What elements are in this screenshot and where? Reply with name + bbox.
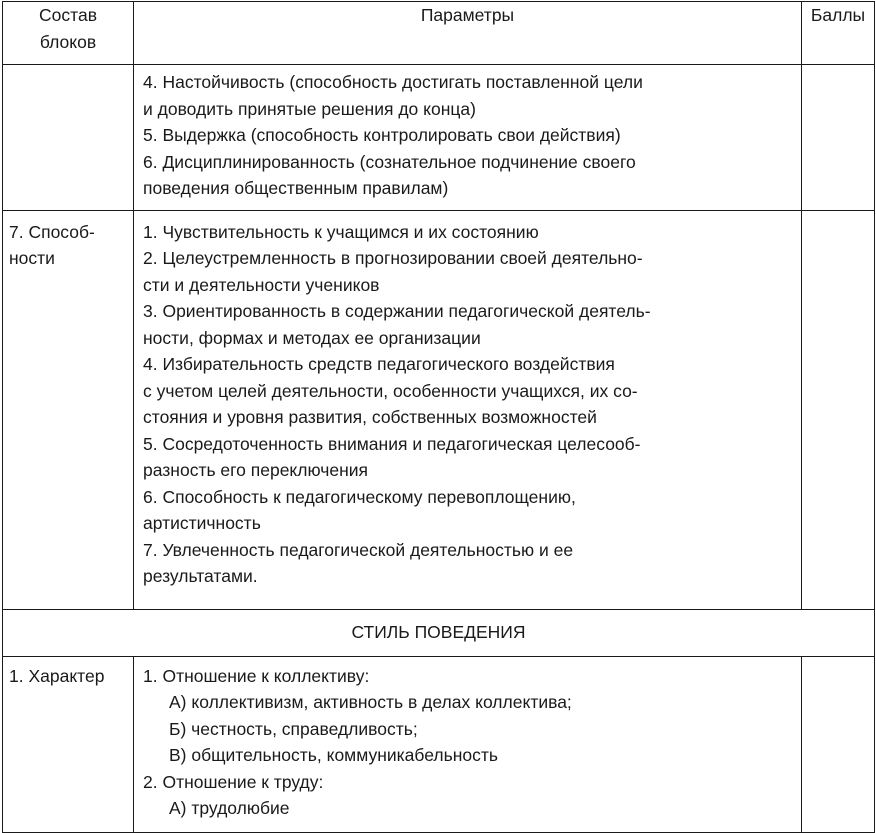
parameter-line: артистичность xyxy=(143,513,261,533)
parameter-subline: Б) честность, справедливость; xyxy=(169,718,418,739)
parameter-line: 7. Увлеченность педагогической деятельностью и ее xyxy=(143,539,574,560)
header-scores: Баллы xyxy=(802,2,875,65)
parameter-line: 1. Чувствительность к учащимся и их состоянию xyxy=(143,221,539,242)
block-label xyxy=(3,211,133,272)
parameter-line: результатами. xyxy=(143,566,258,586)
table-row-character xyxy=(3,656,875,832)
header-block-composition xyxy=(3,2,134,65)
header-block-line-2: блоков xyxy=(39,31,97,52)
parameter-line: 5. Сосредоточенность внимания и педагогическая целесооб- xyxy=(143,433,641,454)
parameter-line: 5. Выдержка (способность контролировать свои действия) xyxy=(143,125,621,145)
parameter-line: 2. Отношение к труду: xyxy=(143,771,324,792)
header-row xyxy=(3,2,875,65)
parameter-line: поведения общественным правилам) xyxy=(143,178,449,198)
parameter-line: ности, формах и методах ее организации xyxy=(143,327,481,348)
header-block-line-1: Состав xyxy=(39,5,97,25)
score-cell xyxy=(802,65,875,211)
parameter-line: 6. Способность к педагогическому перевоплощению, xyxy=(143,486,576,507)
assessment-table xyxy=(2,1,875,833)
parameter-line: 6. Дисциплинированность (сознательное подчинение своего xyxy=(143,151,636,172)
block-cell-character xyxy=(3,656,134,832)
parameter-line: сти и деятельности учеников xyxy=(143,274,380,295)
parameters-cell xyxy=(134,210,802,609)
header-parameters: Параметры xyxy=(134,2,802,65)
parameter-line: 1. Отношение к коллективу: xyxy=(143,665,370,686)
parameter-line: 4. Избирательность средств педагогического воздействия xyxy=(143,354,615,374)
parameter-line: стояния и уровня развития, собственных возможностей xyxy=(143,407,597,427)
table-row-continued xyxy=(3,65,875,211)
section-title: СТИЛЬ ПОВЕДЕНИЯ xyxy=(3,609,875,656)
score-cell xyxy=(802,210,875,609)
block-label: 1. Характер xyxy=(9,665,105,686)
parameter-line: 2. Целеустремленность в прогнозировании своей деятельно- xyxy=(143,248,643,268)
block-label-line-2: ности xyxy=(9,248,55,268)
table-row-abilities xyxy=(3,210,875,609)
section-row xyxy=(3,609,875,656)
block-cell-abilities xyxy=(3,210,134,609)
parameter-line: и доводить принятые решения до конца) xyxy=(143,98,476,119)
parameters-cell xyxy=(134,656,802,832)
parameter-subline: В) общительность, коммуникабельность xyxy=(169,745,498,765)
parameter-line: 3. Ориентированность в содержании педагогической деятель- xyxy=(143,301,651,321)
block-cell-empty xyxy=(3,65,134,211)
parameter-subline: А) коллективизм, активность в делах коллектива; xyxy=(169,692,572,712)
parameter-line: разность его переключения xyxy=(143,460,369,480)
parameters-cell xyxy=(134,65,802,211)
parameter-line: 4. Настойчивость (способность достигать поставленной цели xyxy=(143,72,643,92)
parameter-subline: А) трудолюбие xyxy=(169,798,290,818)
score-cell xyxy=(802,656,875,832)
block-label-line-1: 7. Способ- xyxy=(9,221,95,242)
parameter-line: с учетом целей деятельности, особенности учащихся, их со- xyxy=(143,380,638,401)
